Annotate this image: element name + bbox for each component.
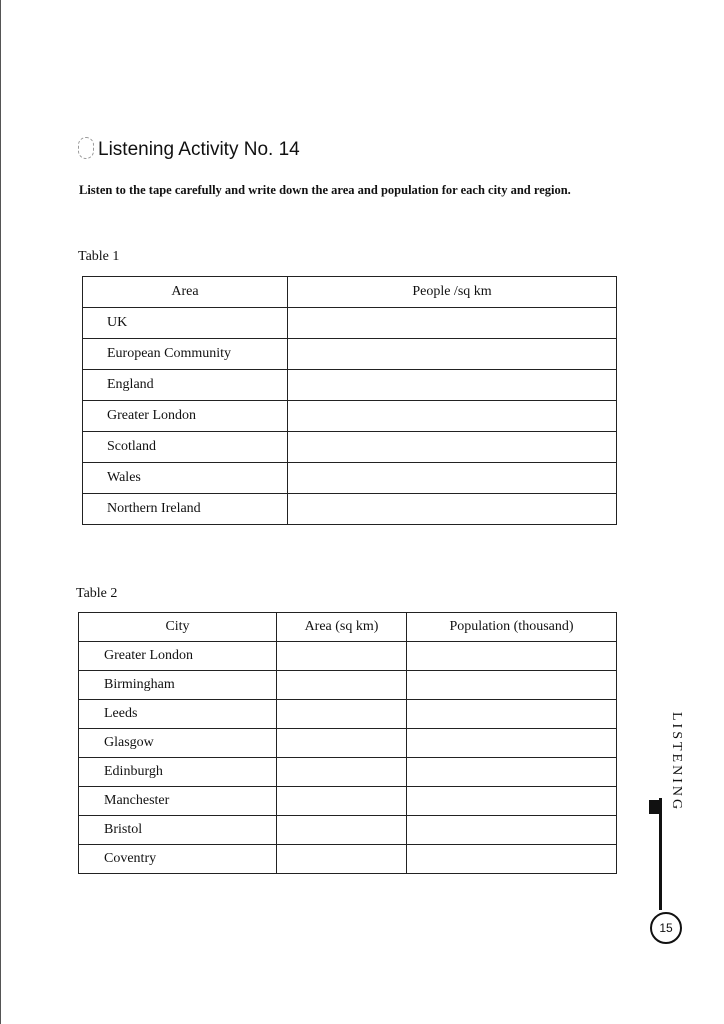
header-area: Area [83, 277, 288, 308]
answer-cell[interactable] [407, 729, 617, 758]
table-row [83, 432, 617, 463]
answer-cell[interactable] [277, 729, 407, 758]
row-label: Leeds [79, 700, 277, 729]
answer-cell[interactable] [277, 700, 407, 729]
table-row [83, 494, 617, 525]
answer-cell[interactable] [288, 432, 617, 463]
table-row [83, 401, 617, 432]
header-area: Area (sq km) [277, 613, 407, 642]
table-row [79, 816, 617, 845]
instructions: Listen to the tape carefully and write down the area and population for each city and region. [79, 183, 571, 197]
row-label: European Community [83, 339, 288, 370]
table-row [79, 758, 617, 787]
row-label: Coventry [79, 845, 277, 874]
row-label: Bristol [79, 816, 277, 845]
answer-cell[interactable] [277, 816, 407, 845]
answer-cell[interactable] [277, 845, 407, 874]
answer-cell[interactable] [288, 370, 617, 401]
table-row [79, 671, 617, 700]
table-row [83, 463, 617, 494]
table-row [79, 642, 617, 671]
table-2 [78, 612, 617, 874]
answer-cell[interactable] [407, 845, 617, 874]
answer-cell[interactable] [288, 401, 617, 432]
row-label: Scotland [83, 432, 288, 463]
table1-caption: Table 1 [78, 249, 120, 264]
answer-cell[interactable] [407, 642, 617, 671]
table-row [79, 729, 617, 758]
answer-cell[interactable] [288, 308, 617, 339]
key-shaft-icon [659, 798, 662, 910]
table2-caption: Table 2 [76, 586, 118, 601]
row-label: Wales [83, 463, 288, 494]
answer-cell[interactable] [407, 816, 617, 845]
row-label: Birmingham [79, 671, 277, 700]
row-label: Edinburgh [79, 758, 277, 787]
row-label: Manchester [79, 787, 277, 816]
answer-cell[interactable] [277, 671, 407, 700]
answer-cell[interactable] [288, 339, 617, 370]
table-row [79, 700, 617, 729]
answer-cell[interactable] [288, 463, 617, 494]
title-text: Listening Activity No. 14 [98, 139, 300, 160]
answer-cell[interactable] [407, 787, 617, 816]
header-city: City [79, 613, 277, 642]
table-1 [82, 276, 617, 525]
row-label: Greater London [79, 642, 277, 671]
table-row [83, 339, 617, 370]
row-label: Greater London [83, 401, 288, 432]
activity-icon [78, 137, 94, 159]
header-population: Population (thousand) [407, 613, 617, 642]
page-edge [0, 0, 1, 1024]
row-label: Northern Ireland [83, 494, 288, 525]
activity-title [78, 137, 300, 161]
table-row [83, 370, 617, 401]
table-row [79, 845, 617, 874]
row-label: UK [83, 308, 288, 339]
answer-cell[interactable] [407, 758, 617, 787]
answer-cell[interactable] [407, 700, 617, 729]
answer-cell[interactable] [277, 642, 407, 671]
header-people: People /sq km [288, 277, 617, 308]
row-label: Glasgow [79, 729, 277, 758]
row-label: England [83, 370, 288, 401]
table-row [79, 787, 617, 816]
answer-cell[interactable] [277, 787, 407, 816]
answer-cell[interactable] [288, 494, 617, 525]
section-label: LISTENING [669, 712, 684, 813]
answer-cell[interactable] [277, 758, 407, 787]
page-number: 15 [650, 912, 682, 944]
table-row [83, 308, 617, 339]
answer-cell[interactable] [407, 671, 617, 700]
